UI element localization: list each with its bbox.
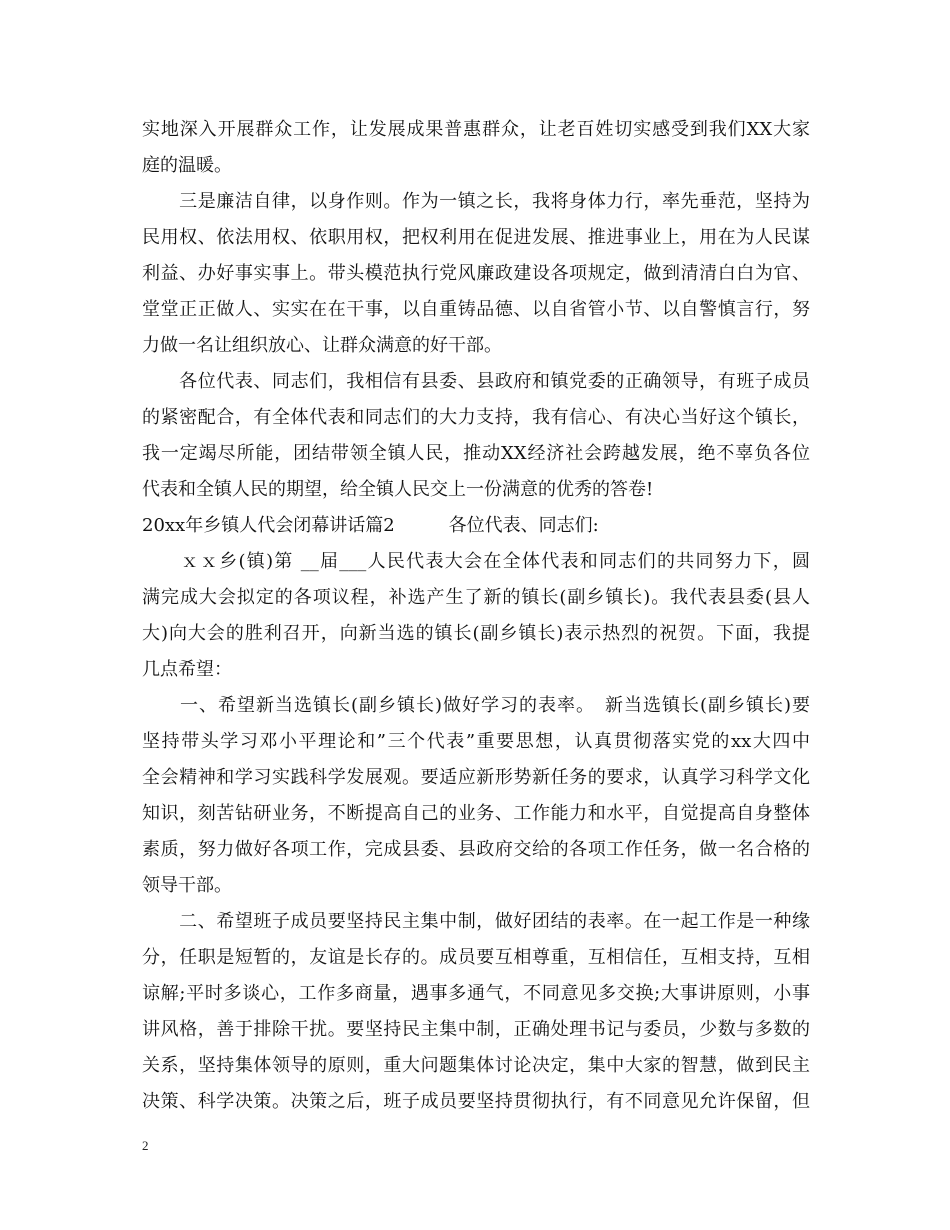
text-line: 几点希望： (142, 659, 232, 680)
text-line: 讲风格，善于排除干扰。要坚持民主集中制，正确处理书记与委员，少数与多数的 (142, 1019, 810, 1040)
page-number: 2 (142, 1138, 149, 1153)
text-line: 坚持带头学习邓小平理论和”三个代表”重要思想，认真贯彻落实党的xx大四中 (142, 731, 810, 752)
text-line: 力做一名让组织放心、让群众满意的好干部。 (142, 335, 502, 356)
text-line: 的紧密配合，有全体代表和同志们的大力支持，我有信心、有决心当好这个镇长， (142, 407, 810, 428)
text-line: 实地深入开展群众工作，让发展成果普惠群众，让老百姓切实感受到我们XX大家 (142, 119, 810, 140)
text-line: 关系，坚持集体领导的原则，重大问题集体讨论决定，集中大家的智慧，做到民主 (142, 1055, 810, 1076)
text-line: 各位代表、同志们，我相信有县委、县政府和镇党委的正确领导，有班子成员 (142, 371, 810, 392)
text-line: 代表和全镇人民的期望，给全镇人民交上一份满意的优秀的答卷! (142, 479, 654, 500)
text-line: 知识，刻苦钻研业务，不断提高自己的业务、工作能力和水平，自觉提高自身整体 (142, 803, 810, 824)
text-line: 全会精神和学习实践科学发展观。要适应新形势新任务的要求，认真学习科学文化 (142, 767, 810, 788)
text-line: 堂堂正正做人、实实在在干事，以自重铸品德、以自省管小节、以自警慎言行，努 (142, 299, 810, 320)
text-line: 庭的温暖。 (142, 155, 232, 176)
text-line: 分，任职是短暂的，友谊是长存的。成员要互相尊重，互相信任，互相支持，互相 (142, 947, 810, 968)
text-line: 20xx年乡镇人代会闭幕讲话篇2 各位代表、同志们: (142, 515, 599, 536)
text-line: 民用权、依法用权、依职用权，把权利用在促进发展、推进事业上，用在为人民谋 (142, 227, 810, 248)
text-line: 利益、办好事实事上。带头模范执行党风廉政建设各项规定，做到清清白白为官、 (142, 263, 810, 284)
text-line: 我一定竭尽所能，团结带领全镇人民，推动XX经济社会跨越发展，绝不辜负各位 (142, 443, 810, 464)
text-line: 一、希望新当选镇长(副乡镇长)做好学习的表率。 新当选镇长(副乡镇长)要 (142, 695, 810, 716)
text-line: 谅解;平时多谈心，工作多商量，遇事多通气，不同意见多交换;大事讲原则，小事 (142, 983, 810, 1004)
text-line: 满完成大会拟定的各项议程，补选产生了新的镇长(副乡镇长)。我代表县委(县人 (142, 587, 810, 608)
text-line: 三是廉洁自律，以身作则。作为一镇之长，我将身体力行，率先垂范，坚持为 (142, 191, 810, 212)
text-line: 二、希望班子成员要坚持民主集中制，做好团结的表率。在一起工作是一种缘 (142, 911, 810, 932)
text-line: 领导干部。 (142, 875, 232, 896)
text-line: 素质，努力做好各项工作，完成县委、县政府交给的各项工作任务，做一名合格的 (142, 839, 810, 860)
text-line: ｘｘ乡(镇)第 __届___人民代表大会在全体代表和同志们的共同努力下，圆 (142, 551, 810, 572)
text-line: 大)向大会的胜利召开，向新当选的镇长(副乡镇长)表示热烈的祝贺。下面，我提 (142, 623, 810, 644)
document-body (142, 112, 810, 1120)
text-line: 决策、科学决策。决策之后，班子成员要坚持贯彻执行，有不同意见允许保留，但 (142, 1091, 810, 1112)
